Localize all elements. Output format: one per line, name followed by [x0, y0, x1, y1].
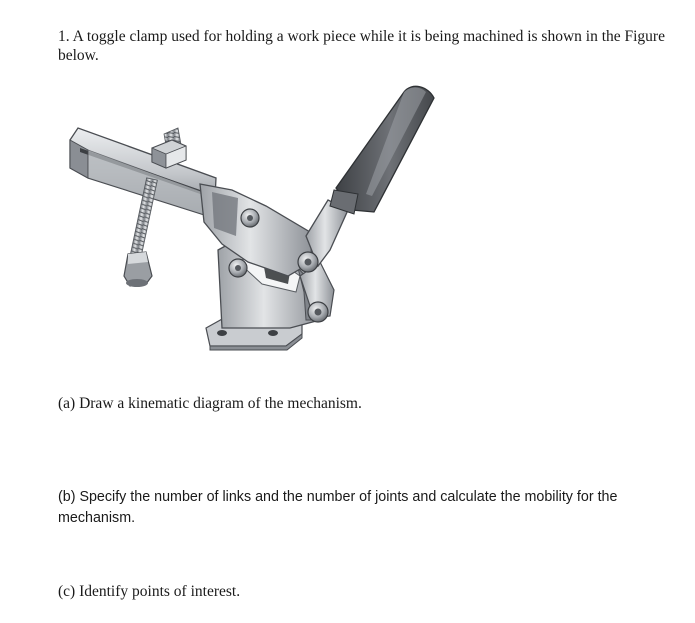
question-intro: 1. A toggle clamp used for holding a work piece while it is being machined is shown in the Figure below. [58, 28, 665, 64]
spindle-tip [124, 252, 152, 287]
part-c-prompt: (c) Identify points of interest. [58, 583, 241, 600]
part-a-prompt: (a) Draw a kinematic diagram of the mechanism. [58, 395, 362, 412]
part-b-prompt: (b) Specify the number of links and the number of joints and calculate the mobility for the mechanism. [58, 489, 618, 526]
handle [306, 86, 434, 266]
arm-yoke [200, 184, 312, 276]
